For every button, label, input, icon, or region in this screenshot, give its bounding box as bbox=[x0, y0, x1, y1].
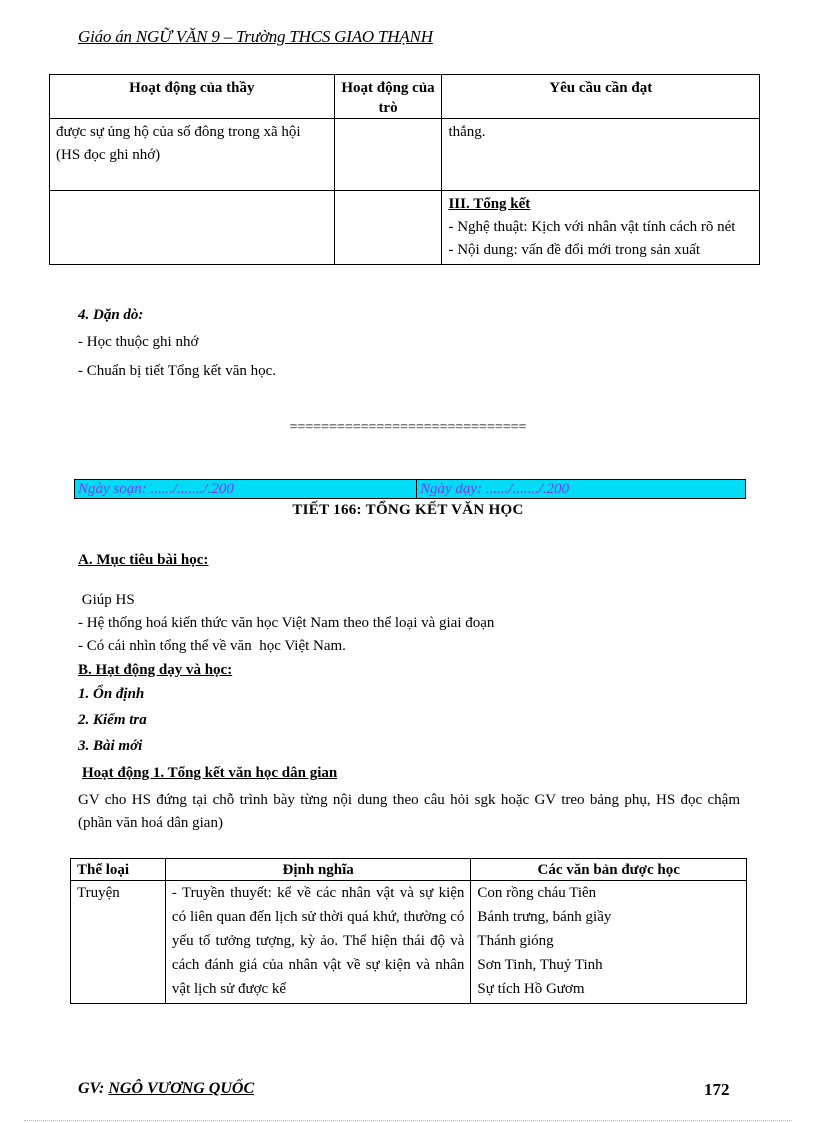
text-item: Con rồng cháu Tiên bbox=[477, 885, 597, 901]
requirement-cell bbox=[442, 191, 760, 265]
col-header-teacher: Hoạt động của thầy bbox=[50, 75, 335, 119]
col-header-texts: Các văn bản được học bbox=[471, 859, 747, 881]
col-header-student: Hoạt động của trò bbox=[334, 75, 442, 119]
section-b-heading: B. Hạt động dạy và học: bbox=[78, 662, 233, 678]
activity-heading: Hoạt động 1. Tổng kết văn học dân gian bbox=[82, 765, 338, 781]
homework-heading: 4. Dặn dò: bbox=[78, 307, 144, 323]
footer-teacher-name: NGÔ VƯƠNG QUỐC bbox=[108, 1080, 255, 1097]
page-header: Giáo án NGỮ VĂN 9 – Trường THCS GIAO THẠNH bbox=[78, 27, 433, 46]
teacher-cell bbox=[50, 119, 335, 191]
summary-line: - Nghệ thuật: Kịch với nhân vật tính cách rõ nét bbox=[448, 219, 736, 235]
activity-text: GV cho HS đứng tại chỗ trình bày từng nội dung theo câu hỏi sgk hoặc GV treo bảng phụ, HS đọc chậm (phần văn hoá dân gian) bbox=[78, 792, 740, 831]
text-item: Thánh gióng bbox=[477, 933, 554, 949]
objective-line: Giúp HS bbox=[78, 592, 135, 608]
activity-table bbox=[49, 74, 760, 265]
summary-heading: III. Tổng kết bbox=[448, 196, 531, 212]
teacher-cell bbox=[50, 191, 335, 265]
footer-divider bbox=[24, 1120, 792, 1121]
table-row bbox=[71, 881, 747, 1004]
col-header-requirement: Yêu cầu cần đạt bbox=[442, 75, 760, 119]
footer-teacher bbox=[78, 1080, 254, 1098]
col-header-genre: Thể loại bbox=[71, 859, 166, 881]
prep-date: Ngày soạn: ....../......./.200 bbox=[75, 480, 417, 498]
homework-item: - Học thuộc ghi nhớ bbox=[78, 334, 199, 350]
step-item: 2. Kiểm tra bbox=[78, 712, 147, 728]
definition-cell: - Truyền thuyết: kể về các nhân vật và sự kiện có liên quan đến lịch sử thời quá khứ, thường có yếu tố tưởng tượng, kỳ ảo. Thể hiện thái độ và cách đánh giá của nhân vật về sự kiện và nhân vật lịch sử được kể bbox=[165, 881, 471, 1004]
step-item: 3. Bài mới bbox=[78, 738, 143, 754]
lesson-title: TIẾT 166: TỔNG KẾT VĂN HỌC bbox=[292, 502, 524, 518]
page-number: 172 bbox=[704, 1080, 730, 1099]
summary-line: - Nội dung: vấn đề đổi mới trong sản xuất bbox=[448, 242, 701, 258]
table-row bbox=[50, 191, 760, 265]
objective-line: - Hệ thống hoá kiến thức văn học Việt Nam theo thể loại và giai đoạn bbox=[78, 615, 495, 631]
table-row bbox=[50, 119, 760, 191]
teach-date: Ngày dạy: ....../......./.200 bbox=[420, 481, 570, 497]
text-item: Sự tích Hồ Gươm bbox=[477, 981, 585, 997]
objective-line: - Có cái nhìn tổng thể về văn học Việt Nam. bbox=[78, 638, 346, 654]
table-header-row bbox=[50, 75, 760, 119]
table-header-row bbox=[71, 859, 747, 881]
student-cell bbox=[334, 191, 442, 265]
genre-table bbox=[70, 858, 747, 1004]
homework-item: - Chuẩn bị tiết Tổng kết văn học. bbox=[78, 363, 277, 379]
genre-cell: Truyện bbox=[71, 881, 166, 1004]
texts-cell bbox=[471, 881, 747, 1004]
date-bar bbox=[74, 479, 746, 499]
teacher-note: (HS đọc ghi nhớ) bbox=[56, 147, 161, 163]
footer-teacher-label: GV: bbox=[78, 1080, 109, 1097]
requirement-cell: thắng. bbox=[442, 119, 760, 191]
teacher-text: được sự ủng hộ của số đông trong xã hội bbox=[56, 124, 301, 140]
step-item: 1. Ổn định bbox=[78, 686, 145, 702]
section-a-heading: A. Mục tiêu bài học: bbox=[78, 552, 209, 568]
student-cell bbox=[334, 119, 442, 191]
col-header-definition: Định nghĩa bbox=[165, 859, 471, 881]
section-separator: ============================== bbox=[289, 420, 527, 435]
text-item: Sơn Tinh, Thuỷ Tinh bbox=[477, 957, 603, 973]
text-item: Bánh trưng, bánh giầy bbox=[477, 909, 612, 925]
